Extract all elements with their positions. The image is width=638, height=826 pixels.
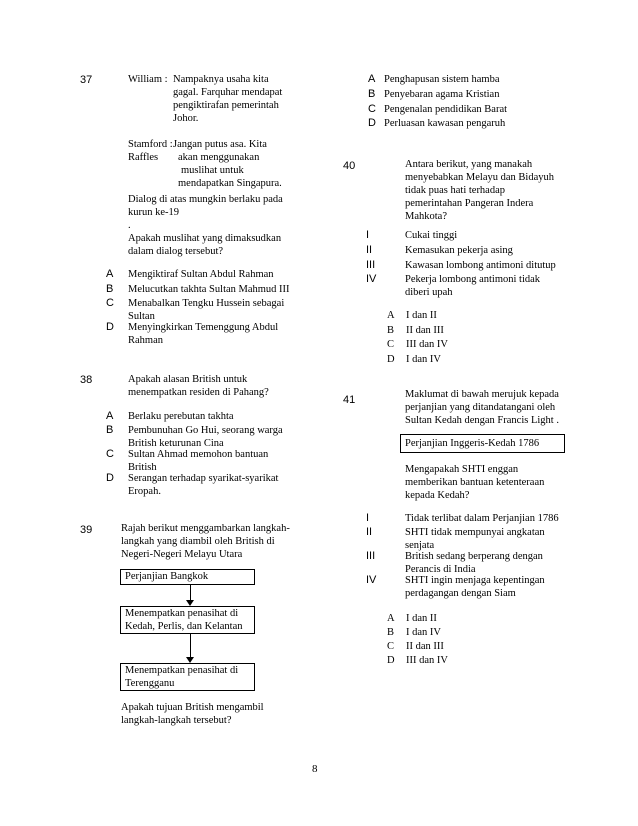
option-label: A: [387, 310, 395, 321]
q40-stem: [405, 158, 575, 223]
q41-option-c[interactable]: [387, 640, 444, 653]
question-number-41: 41: [343, 394, 356, 406]
q40-option-a[interactable]: [387, 309, 437, 322]
dialogue-line: muslihat untuk: [181, 165, 244, 176]
flow-box-terengganu: Menempatkan penasihat di Terengganu: [120, 663, 255, 691]
q40-option-c[interactable]: [387, 338, 448, 351]
q39-question: [121, 701, 306, 727]
speaker-line: Raffles: [128, 152, 159, 163]
statement-label: III: [366, 550, 376, 562]
option-text: Pembunuhan Go Hui, seorang warga British keturunan Cina: [128, 425, 283, 449]
q39-option-d[interactable]: [368, 117, 505, 130]
stem-line: perjanjian yang ditandatangani oleh: [405, 402, 556, 413]
stem-line: Maklumat di bawah merujuk kepada: [405, 389, 559, 400]
option-label: A: [368, 73, 376, 85]
stem-line: langkah-langkah tersebut?: [121, 715, 232, 726]
q40-option-b[interactable]: [387, 324, 444, 337]
option-text: Serangan terhadap syarikat-syarikat Eropah.: [128, 473, 279, 497]
statement-label: I: [366, 229, 370, 241]
option-text: II dan III: [406, 641, 444, 652]
q37-william-speaker: William :: [128, 74, 168, 85]
option-label: D: [387, 655, 395, 666]
stem-line: .: [128, 220, 131, 231]
q37-option-b[interactable]: [106, 283, 290, 296]
q41-option-b[interactable]: [387, 626, 441, 639]
option-text: III dan IV: [406, 339, 448, 350]
option-label: A: [387, 613, 395, 624]
option-text: II dan III: [406, 325, 444, 336]
flow-box-kedah: Menempatkan penasihat di Kedah, Perlis, dan Kelantan: [120, 606, 255, 634]
option-label: D: [387, 354, 395, 365]
stem-line: langkah yang diambil oleh British di: [121, 536, 275, 547]
option-label: D: [106, 472, 114, 484]
statement-text: British sedang berperang dengan Perancis di India: [405, 551, 543, 575]
q37-stamford-speaker: [128, 138, 173, 164]
stem-line: menempatkan residen di Pahang?: [128, 387, 269, 398]
option-text: Menabalkan Tengku Hussein sebagai Sultan: [128, 298, 285, 322]
option-label: D: [368, 117, 376, 129]
question-number-37: 37: [80, 74, 93, 86]
stem-line: Mengapakah SHTI enggan: [405, 464, 519, 475]
stem-line: Apakah muslihat yang dimaksudkan: [128, 233, 282, 244]
statement-label: II: [366, 244, 373, 256]
q38-stem: [128, 373, 308, 399]
statement-text: Tidak terlibat dalam Perjanjian 1786: [405, 513, 559, 524]
option-text: Penyebaran agama Kristian: [384, 89, 500, 100]
option-text: I dan IV: [406, 627, 441, 638]
stem-line: Rajah berikut menggambarkan langkah-: [121, 523, 290, 534]
q38-option-c[interactable]: [106, 448, 268, 474]
dialogue-line: gagal. Farquhar mendapat: [173, 87, 283, 98]
dialogue-line: Nampaknya usaha kita: [173, 74, 269, 85]
q40-option-d[interactable]: [387, 353, 441, 366]
stem-line: Apakah alasan British untuk: [128, 374, 248, 385]
q37-option-d[interactable]: [106, 321, 278, 347]
option-text: I dan II: [406, 613, 437, 624]
option-text: I dan IV: [406, 354, 441, 365]
speaker-line: Stamford :: [128, 139, 173, 150]
q41-statement-ii: [366, 526, 545, 552]
stem-line: dalam dialog tersebut?: [128, 246, 224, 257]
dialogue-line: pengiktirafan pemerintah: [173, 100, 279, 111]
statement-label: I: [366, 512, 370, 524]
q38-option-a[interactable]: [106, 410, 234, 423]
q40-statement-iii: [366, 259, 556, 272]
option-text: Berlaku perebutan takhta: [128, 411, 234, 422]
dialogue-line: akan menggunakan: [178, 152, 260, 163]
stem-line: memberikan bantuan ketenteraan: [405, 477, 545, 488]
question-number-40: 40: [343, 160, 356, 172]
option-text: Pengenalan pendidikan Barat: [384, 104, 508, 115]
q37-william-dialogue: [173, 73, 323, 125]
statement-label: III: [366, 259, 376, 271]
statement-text: Kawasan lombong antimoni ditutup: [405, 260, 556, 271]
stem-line: Mahkota?: [405, 211, 447, 222]
option-label: C: [387, 339, 395, 350]
q41-treaty-box: Perjanjian Inggeris-Kedah 1786: [400, 434, 565, 453]
statement-text: Cukai tinggi: [405, 230, 458, 241]
option-label: B: [387, 325, 395, 336]
q37-option-c[interactable]: [106, 297, 284, 323]
stem-line: Apakah tujuan British mengambil: [121, 702, 264, 713]
option-text: Melucutkan takhta Sultan Mahmud III: [128, 284, 290, 295]
statement-text: SHTI tidak mempunyai angkatan senjata: [405, 527, 545, 551]
q39-option-a[interactable]: [368, 73, 499, 86]
q41-statement-iii: [366, 550, 543, 576]
option-text: Sultan Ahmad memohon bantuan British: [128, 449, 269, 473]
stem-line: kurun ke-19: [128, 207, 180, 218]
q40-statement-ii: [366, 244, 513, 257]
stem-line: menyebabkan Melayu dan Bidayuh: [405, 172, 554, 183]
q40-statement-i: [366, 229, 457, 242]
stem-line: Negeri-Negeri Melayu Utara: [121, 549, 243, 560]
q39-stem: [121, 522, 306, 561]
option-text: I dan II: [406, 310, 437, 321]
option-label: B: [106, 424, 114, 436]
q38-option-b[interactable]: [106, 424, 283, 450]
option-label: C: [387, 641, 395, 652]
option-label: B: [106, 283, 114, 295]
question-number-38: 38: [80, 374, 93, 386]
stem-line: Antara berikut, yang manakah: [405, 159, 533, 170]
flow-box-bangkok: Perjanjian Bangkok: [120, 569, 255, 585]
stem-line: kepada Kedah?: [405, 490, 470, 501]
option-label: C: [106, 448, 114, 460]
stem-line: pemerintahan Pangeran Indera: [405, 198, 534, 209]
q38-option-d[interactable]: [106, 472, 278, 498]
option-label: A: [106, 268, 114, 280]
q39-option-b[interactable]: [368, 88, 499, 101]
q39-option-c[interactable]: [368, 103, 507, 116]
dialogue-line: Johor.: [173, 113, 199, 124]
q41-option-a[interactable]: [387, 612, 437, 625]
stem-line: Dialog di atas mungkin berlaku pada: [128, 194, 283, 205]
option-label: B: [368, 88, 376, 100]
option-text: Penghapusan sistem hamba: [384, 74, 500, 85]
q40-statement-iv: [366, 273, 540, 299]
statement-label: IV: [366, 574, 377, 586]
statement-label: II: [366, 526, 373, 538]
q41-question: [405, 463, 585, 502]
option-text: III dan IV: [406, 655, 448, 666]
option-label: D: [106, 321, 114, 333]
q37-option-a[interactable]: [106, 268, 274, 281]
statement-text: SHTI ingin menjaga kepentingan perdagangan dengan Siam: [405, 575, 545, 599]
question-number-39: 39: [80, 524, 93, 536]
option-label: B: [387, 627, 395, 638]
option-label: C: [368, 103, 376, 115]
q41-statement-iv: [366, 574, 545, 600]
q41-stem: [405, 388, 585, 427]
statement-text: Pekerja lombong antimoni tidak diberi upah: [405, 274, 541, 298]
page-number: 8: [312, 763, 318, 775]
flow-arrow-line: [190, 585, 191, 600]
option-text: Mengiktiraf Sultan Abdul Rahman: [128, 269, 274, 280]
q37-stem: [128, 193, 308, 258]
stem-line: tidak puas hati terhadap: [405, 185, 506, 196]
q41-statement-i: [366, 512, 559, 525]
option-text: Perluasan kawasan pengaruh: [384, 118, 506, 129]
option-label: C: [106, 297, 114, 309]
stem-line: Sultan Kedah dengan Francis Light .: [405, 415, 559, 426]
q41-option-d[interactable]: [387, 654, 448, 667]
dialogue-line: mendapatkan Singapura.: [178, 178, 282, 189]
statement-text: Kemasukan pekerja asing: [405, 245, 513, 256]
statement-label: IV: [366, 273, 377, 285]
flow-arrow-line: [190, 634, 191, 657]
option-label: A: [106, 410, 114, 422]
option-text: Menyingkirkan Temenggung Abdul Rahman: [128, 322, 279, 346]
q37-stamford-dialogue: [173, 138, 328, 190]
dialogue-line: Jangan putus asa. Kita: [173, 139, 267, 150]
